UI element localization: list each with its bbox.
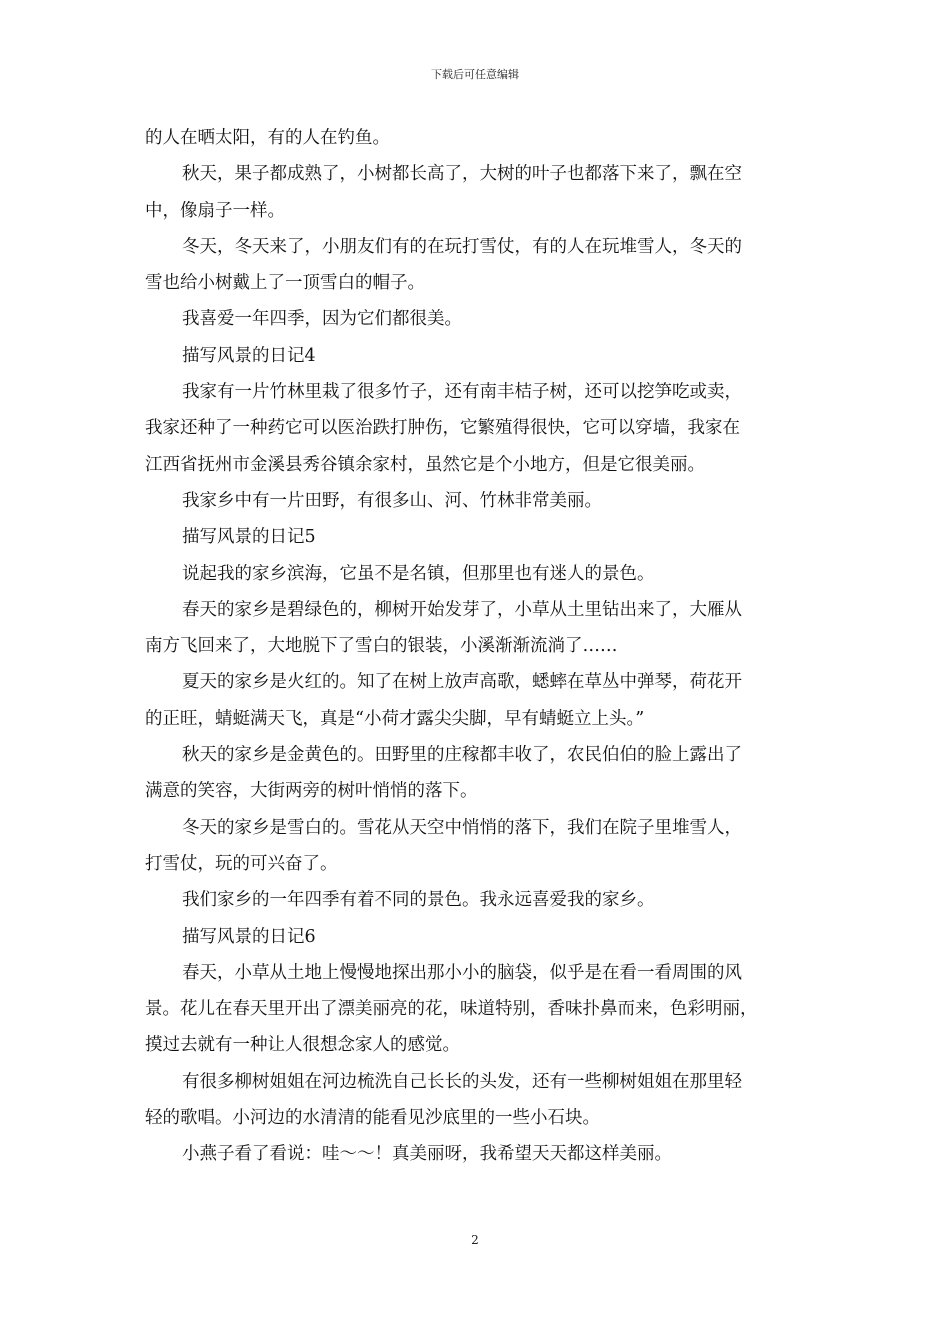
text-line: 我家乡中有一片田野，有很多山、河、竹林非常美丽。 — [182, 490, 602, 511]
text-line: 描写风景的日记4 — [182, 345, 316, 366]
text-line: 南方飞回来了，大地脱下了雪白的银装，小溪渐渐流淌了…… — [145, 636, 618, 657]
text-line: 描写风景的日记6 — [182, 926, 316, 947]
text-line: 春天，小草从土地上慢慢地探出那小小的脑袋，似乎是在看一看周围的风 — [182, 962, 742, 983]
text-line: 秋天，果子都成熟了，小树都长高了，大树的叶子也都落下来了，飘在空 — [182, 164, 742, 185]
text-line: 描写风景的日记5 — [182, 527, 316, 548]
text-line: 我家有一片竹林里栽了很多竹子，还有南丰桔子树，还可以挖笋吃或卖， — [182, 382, 742, 403]
text-line: 冬天，冬天来了，小朋友们有的在玩打雪仗，有的人在玩堆雪人，冬天的 — [182, 236, 742, 257]
text-line: 冬天的家乡是雪白的。雪花从天空中悄悄的落下，我们在院子里堆雪人， — [182, 817, 742, 838]
text-line: 景。花儿在春天里开出了漂美丽亮的花，味道特别，香味扑鼻而来，色彩明丽， — [145, 999, 758, 1020]
text-line: 秋天的家乡是金黄色的。田野里的庄稼都丰收了，农民伯伯的脸上露出了 — [182, 745, 742, 766]
text-line: 春天的家乡是碧绿色的，柳树开始发芽了，小草从土里钻出来了，大雁从 — [182, 599, 742, 620]
text-line: 夏天的家乡是火红的。知了在树上放声高歌，蟋蟀在草丛中弹琴，荷花开 — [182, 672, 742, 693]
text-line: 小燕子看了看说：哇～～！真美丽呀，我希望天天都这样美丽。 — [182, 1144, 672, 1165]
text-line: 的正旺，蜻蜓满天飞，真是“小荷才露尖尖脚，早有蜻蜓立上头。” — [145, 708, 645, 729]
text-line: 说起我的家乡滨海，它虽不是名镇，但那里也有迷人的景色。 — [182, 563, 655, 584]
text-line: 打雪仗，玩的可兴奋了。 — [145, 853, 338, 874]
page-header: 下载后可任意编辑 — [431, 68, 519, 81]
text-line: 满意的笑容，大街两旁的树叶悄悄的落下。 — [145, 781, 478, 802]
text-line: 摸过去就有一种让人很想念家人的感觉。 — [145, 1035, 460, 1056]
page-number: 2 — [471, 1233, 479, 1247]
text-line: 江西省抚州市金溪县秀谷镇余家村，虽然它是个小地方，但是它很美丽。 — [145, 454, 705, 475]
text-line: 的人在晒太阳，有的人在钓鱼。 — [145, 128, 390, 148]
text-line: 雪也给小树戴上了一顶雪白的帽子。 — [145, 273, 425, 294]
text-line: 中，像扇子一样。 — [145, 200, 285, 221]
text-line: 我家还种了一种药它可以医治跌打肿伤，它繁殖得很快，它可以穿墙，我家在 — [145, 418, 740, 439]
text-line: 轻的歌唱。小河边的水清清的能看见沙底里的一些小石块。 — [145, 1108, 600, 1129]
text-line: 有很多柳树姐姐在河边梳洗自己长长的头发，还有一些柳树姐姐在那里轻 — [182, 1071, 742, 1092]
text-line: 我喜爱一年四季，因为它们都很美。 — [182, 309, 462, 330]
document-body — [145, 120, 810, 1173]
text-line: 我们家乡的一年四季有着不同的景色。我永远喜爱我的家乡。 — [182, 890, 655, 911]
